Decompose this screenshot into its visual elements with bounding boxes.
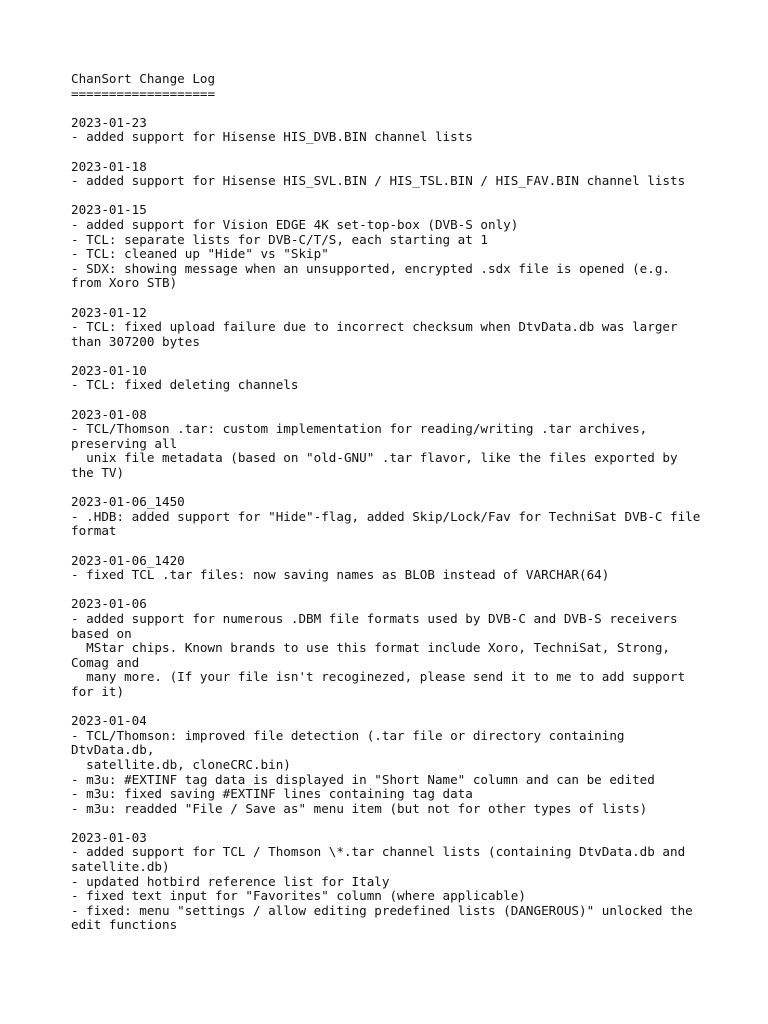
document-line: 2023-01-04 [71, 713, 147, 729]
document-line: for it) [71, 683, 125, 699]
document-line: many more. (If your file isn't recoginezed, please send it to me to add support [71, 669, 686, 685]
document-line: MStar chips. Known brands to use this format include Xoro, TechniSat, Strong, [71, 640, 670, 656]
document-line: unix file metadata (based on "old-GNU" .tar flavor, like the files exported by [71, 450, 678, 466]
document-line: - TCL: separate lists for DVB-C/T/S, each starting at 1 [71, 231, 489, 247]
document-line: - SDX: showing message when an unsupported, encrypted .sdx file is opened (e.g. [71, 260, 670, 276]
document-line: 2023-01-15 [71, 202, 147, 218]
document-line: - TCL/Thomson: improved file detection (.tar file or directory containing [71, 727, 625, 743]
document-line: 2023-01-23 [71, 114, 147, 130]
document-line: - fixed: menu "settings / allow editing predefined lists (DANGEROUS)" unlocked the [71, 902, 693, 918]
document-line [71, 145, 711, 160]
document-line [71, 291, 711, 306]
document-line: 2023-01-03 [71, 829, 147, 845]
document-line: ChanSort Change Log [71, 71, 216, 86]
document-line: - TCL: fixed deleting channels [71, 377, 299, 393]
document-line: - TCL: cleaned up "Hide" vs "Skip" [71, 246, 329, 262]
document-line: 2023-01-18 [71, 158, 147, 174]
document-line: 2023-01-06 [71, 596, 147, 612]
document-line: format [71, 523, 117, 539]
document-line: the TV) [71, 465, 125, 481]
document-line: - fixed TCL .tar files: now saving names as BLOB instead of VARCHAR(64) [71, 567, 610, 583]
document-line: Comag and [71, 654, 140, 670]
document-line: - added support for Hisense HIS_DVB.BIN channel lists [71, 129, 473, 145]
document-line: - m3u: readded "File / Save as" menu item (but not for other types of lists) [71, 800, 648, 816]
document-line: - m3u: #EXTINF tag data is displayed in "Short Name" column and can be edited [71, 771, 655, 787]
document-line [71, 393, 711, 408]
document-line [71, 539, 711, 554]
document-line: - TCL/Thomson .tar: custom implementation for reading/writing .tar archives, [71, 421, 648, 437]
document-line: edit functions [71, 917, 178, 933]
document-line: 2023-01-06_1450 [71, 494, 185, 510]
document-line: - added support for TCL / Thomson \*.tar channel lists (containing DtvData.db and [71, 844, 686, 860]
document-line [71, 349, 711, 364]
document-line: satellite.db, cloneCRC.bin) [71, 756, 291, 772]
document-line: DtvData.db, [71, 742, 155, 758]
document-line: - TCL: fixed upload failure due to incorrect checksum when DtvData.db was larger [71, 319, 678, 335]
document-line: =================== [71, 85, 216, 101]
document-line: - fixed text input for "Favorites" column (where applicable) [71, 888, 526, 904]
document-line: - added support for numerous .DBM file formats used by DVB-C and DVB-S receivers [71, 610, 678, 626]
document-line: - updated hotbird reference list for Italy [71, 873, 390, 889]
document-line: from Xoro STB) [71, 275, 178, 291]
document-line [71, 101, 711, 116]
document-line [71, 583, 711, 598]
document-line: - added support for Vision EDGE 4K set-top-box (DVB-S only) [71, 216, 519, 232]
document-line: - m3u: fixed saving #EXTINF lines containing tag data [71, 786, 473, 802]
document-line: - added support for Hisense HIS_SVL.BIN / HIS_TSL.BIN / HIS_FAV.BIN channel lists [71, 173, 686, 189]
document-line [71, 816, 711, 831]
document-line: satellite.db) [71, 859, 170, 875]
document-line: 2023-01-12 [71, 304, 147, 320]
document-line [71, 481, 711, 496]
document-line [71, 700, 711, 715]
document-line: - .HDB: added support for "Hide"-flag, added Skip/Lock/Fav for TechniSat DVB-C file [71, 508, 701, 524]
document-line: based on [71, 625, 132, 641]
document-line: 2023-01-06_1420 [71, 552, 185, 568]
document-line: than 307200 bytes [71, 333, 200, 349]
document-line: 2023-01-10 [71, 362, 147, 378]
changelog-document [71, 72, 711, 933]
document-line [71, 189, 711, 204]
document-line: preserving all [71, 435, 178, 451]
document-line: 2023-01-08 [71, 406, 147, 422]
